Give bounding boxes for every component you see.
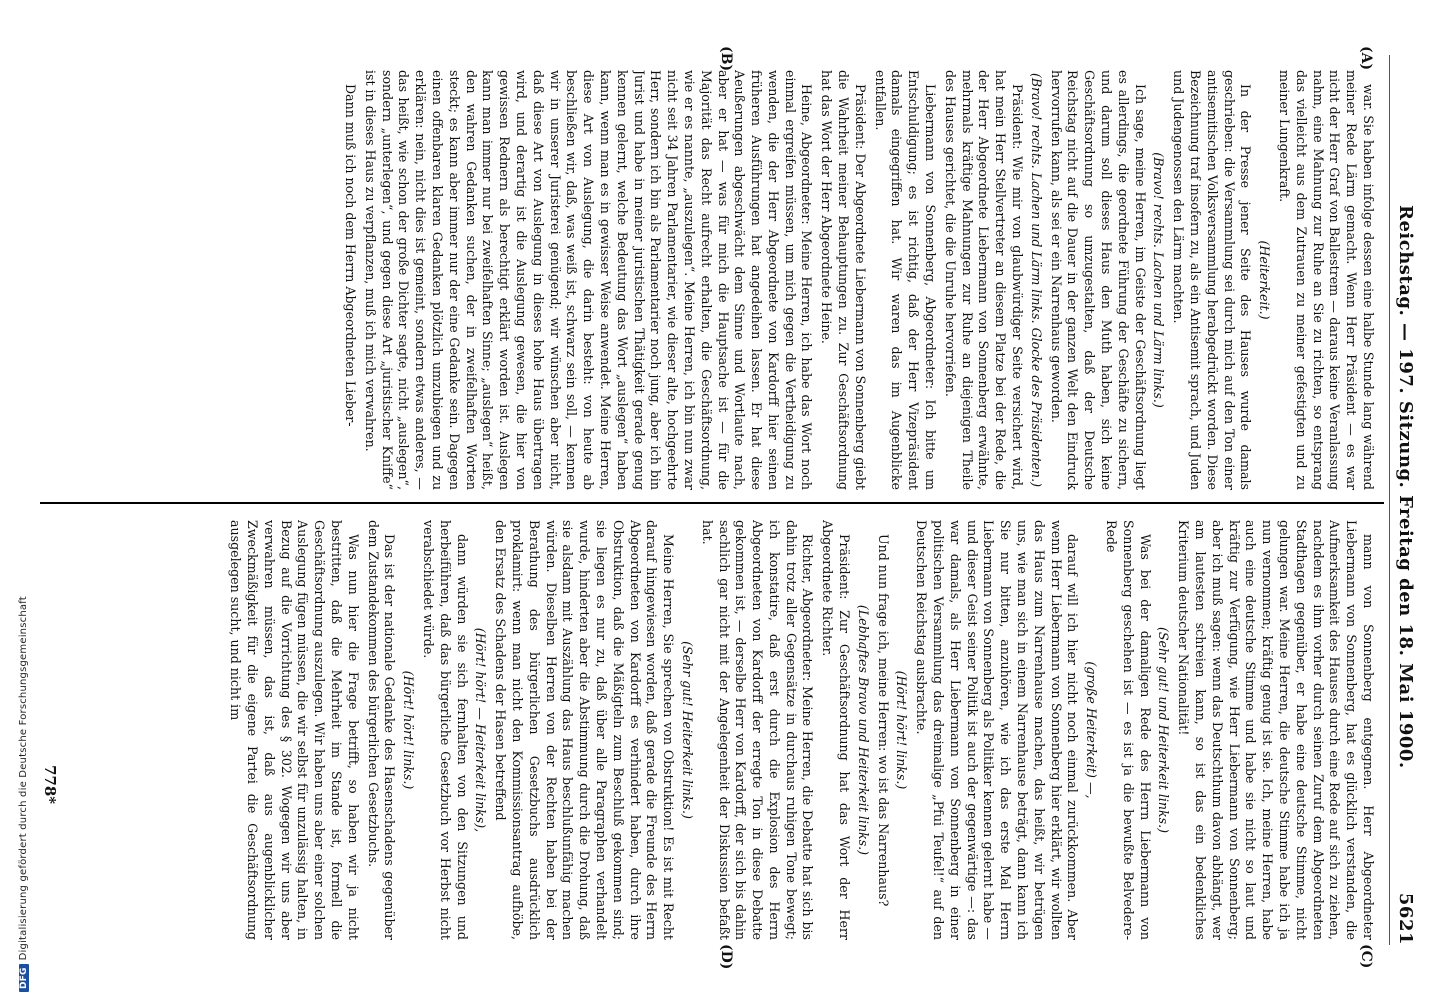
margin-marker-d: (D) <box>718 944 734 970</box>
paragraph: (Heiterkeit.) <box>1257 240 1273 320</box>
paragraph: Präsident: Der Abgeordnete Liebermann von Sonnenberg giebt die Wahrheit meiner Behauptungen zu. Zur Geschäftsordnung hat das Wort der Herr Abgeordnete Heine. <box>819 70 868 490</box>
paragraph: (Sehr gut! und Heiterkeit links.) <box>1156 626 1172 834</box>
paragraph: (Hört! hört! — Heiterkeit links), <box>473 627 489 833</box>
digitization-text: Digitalisierung gefördert durch die Deutsche Forschungsgemeinschaft <box>18 596 29 961</box>
paragraph: Was nun hier die Frage betrifft, so haben wir ja nicht bestritten, daß die Mehrheit im Stande ist, formell die Geschäftsordnung auszulegen. Wir haben uns aber einer solchen Auslegung fügen müssen, die wir selbst für unzulässig halten, in Bezug auf die Vorrichtung des § 302. Wogegen wir uns aber verwahren müssen, das ist, daß aus augenblicklicher Zweckmäßigkeit für die eigene Partei die Geschäftsordnung ausgelegen sucht, und nicht im <box>228 520 361 940</box>
column-divider <box>40 502 1384 504</box>
paragraph: (Bravo! rechts. Lachen und Lärm links. Glocke des Präsidenten.) <box>1028 72 1044 488</box>
paragraph: Das ist der nationale Gedanke des Hasenschadens gegenüber dem Zustandekommen des bürgerlichen Gesetzbuchs. <box>365 520 398 940</box>
paragraph: mann von Sonnenberg entgegnen. Herr Abgeordneter Liebermann von Sonnenberg, hat es glücklich verstanden, die Aufmerksamkeit des Hauses durch eine Rede auf sich zu ziehen, nachdem es ihm vorher durch seinen Zuruf dem Abgeordneten Stadthagen gegenüber, er habe eine deutsche Stimme, nicht gelungen war. Meine Herren, die deutsche Stimme habe ich ja nun vernommen; kräftig genug ist sie. Ich, meine Herren, habe auch eine deutsche Stimme und habe sie nicht so laut und kräftig zur Verfügung, wie Herr Liebermann von Sonnenberg; aber ich muß sagen: wenn das Deutschthum davon abhängt, wer am lautesten schreien kann, so ist das ein bedenkliches Kriterium deutscher Nationalität! <box>1176 520 1376 940</box>
paragraph: (Sehr gut! Heiterkeit links.) <box>679 641 695 819</box>
paragraph: dann würden sie sich fernhalten von den Sitzungen und herbeiführen, daß das bürgerliche Gesetzbuch vor Herbst nicht verabschiedet würde. <box>420 520 470 940</box>
paragraph: Präsident: Zur Geschäftsordnung hat das Wort der Herr Abgeordnete Richter. <box>820 520 853 940</box>
paragraph: (Hört! hört! links.) <box>894 670 910 790</box>
right-text-column <box>64 520 1376 940</box>
digitization-sidebar <box>0 0 29 1000</box>
paragraph: darauf will ich hier nicht noch einmal zurückkommen. Aber wenn Herr Liebermann von Sonnenberg hier erklärt, wir wollten das Haus zum Narrenhause machen, das heißt, wir betrügen uns, wie man sich in einem Narrenhause beträgt, dann kann ich Sie nur bitten, anzuhören, wie ich das erste Mal Herrn Liebermann von Sonnenberg als Politiker kennen gelernt habe — und dieser Geist seiner Politik ist auch der gegenwärtige —: das war damals, als Herr Liebermann von Sonnenberg in einer politischen Versammlung das dreimalige „Pfui Teufel!“ auf den Deutschen Reichstag ausbrachte. <box>914 520 1081 940</box>
page-header <box>1390 55 1416 945</box>
paragraph: war. Sie haben infolge dessen eine halbe Stunde lang während meiner Rede Lärm gemacht. Wenn Herr Präsident — es war nicht der Herr Graf von Ballestrem — daraus keine Veranlassung nahm, eine Mahnung zur Ruhe an Sie zu richten, so entsprang das vielleicht aus dem Zutrauen zu meiner gefestigten und zu meiner Lungenkraft. <box>1277 70 1376 490</box>
page-number: 5621 <box>1395 892 1416 945</box>
paragraph: Ich sage, meine Herren, im Geiste der Geschäftsordnung liegt es allerdings, die geordnete Führung der Geschäfte zu sichern, und darum soll dieses Haus den Muth haben, sich keine Geschäftsordnung so umzugestalten, daß der Deutsche Reichstag nicht auf die Dauer in der ganzen Welt den Eindruck hervorrufen kann, als sei er ein Narrenhaus geworden. <box>1048 70 1148 490</box>
paragraph: Dann muß ich noch dem Herrn Abgeordneten Lieber- <box>342 84 358 427</box>
dfg-logo: DFG <box>19 964 29 992</box>
header-rule <box>1389 55 1390 945</box>
digitization-note <box>18 596 29 992</box>
paragraph: (Lebhaftes Bravo und Heiterkeit links.) <box>855 604 871 856</box>
footer-number: 778* <box>41 765 59 805</box>
paragraph: Liebermann von Sonnenberg, Abgeordneter: Ich bitte um Entschuldigung; es ist richtig, daß der Herr Vizepräsident damals eingegriffen hat. Wir waren das im Augenblicke entfallen. <box>872 70 939 490</box>
left-text-column <box>64 70 1376 490</box>
paragraph: Meine Herren, Sie sprechen von Obstruktion! Es ist mit Recht darauf hingewiesen worden, daß gerade die Freunde des Herrn Abgeordneten von Kardorff es verhindert haben, durch ihre Obstruktion, daß die Mäßigteln zum Beschluß gekommen sind; sie liegen es nur zu, daß über alle Paragraphen verhandelt wurde, hinderten aber die Abstimmung durch die Drohung, daß sie alsdann mit Auszählung das Haus beschlußunfähig machen würden. Dieselben Herren von der Rechten haben bei der Berathung des bürgerlichen Gesetzbuchs ausdrücklich proklamirt: wenn man nicht den Kommissionsantrag aufhöbe, den Ersatz des Schadens der Hasen betreffend <box>493 520 677 940</box>
paragraph: (große Heiterkeit) —, <box>1084 661 1100 799</box>
paragraph: (Hört! hört! links.) <box>401 670 417 790</box>
paragraph: Präsident: Wie mir von glaubwürdiger Seite versichert wird, hat mein Herr Stellvertreter an diesem Platze bei der Rede, die der Herr Abgeordnete Liebermann von Sonnenberg erwähnte, mehrmals kräftige Mahnungen zur Ruhe an diejenigen Theile des Hauses gerichtet, die die Unruhe hervorriefen. <box>942 70 1026 490</box>
margin-marker-a: (A) <box>1358 46 1374 71</box>
paragraph: In der Presse jener Seite des Hauses wurde damals geschrieben: die Versammlung sei durch mich auf den Ton einer antisemitischen Volksversammlung herabgedrückt worden. Diese Bezeichnung traf insofern zu, als ein Antisemit sprach, und Juden und Judengenossen den Lärm machten. <box>1171 70 1254 490</box>
paragraph: Richter, Abgeordneter: Meine Herren, die Debatte hat sich bis dahin trotz aller Gegensätze in durchaus ruhigen Tone bewegt; ich konstatire, daß erst durch die Explosion des Herrn Abgeordneten von Kardorff der erregte Ton in diese Debatte gekommen ist, — derselbe Herr von Kardorff, der sich bis dahin sachlich gar nicht mit der Angelegenheit der Diskussion befaßt hat. <box>699 520 816 940</box>
margin-marker-b: (B) <box>718 46 734 72</box>
running-head: Reichstag. — 197. Sitzung. Freitag den 18. Mai 1900. <box>1395 205 1416 769</box>
paragraph: Und nun frage ich, meine Herren: wo ist das Narrenhaus? <box>875 534 891 907</box>
paragraph: (Bravo! rechts. Lachen und Lärm links.) <box>1151 152 1167 408</box>
margin-marker-c: (C) <box>1358 944 1374 969</box>
paragraph: Heine, Abgeordneter: Meine Herren, ich habe das Wort noch einmal ergreifen müssen, um mich gegen die Vertheidigung zu wenden, die der Herr Abgeordnete von Kardorff hier seinen früheren Ausführungen hat angedeihen lassen. Er hat diese Aeußerungen abgeschwächt dem Sinne und Wortlaute nach, aber er hat — was für mich die Hauptsache ist — für die Majorität das Recht aufrecht erhalten, die Geschäftsordnung, wie er es nannte, „auszulegen“. Meine Herren, ich bin nun zwar nicht seit 34 Jahren Parlamentarier, wie dieser alte, hochgeehrte Herr, sondern ich bin als Parlamentarier noch jung, aber ich bin Jurist und habe in meiner juristischen Thätigkeit gerade genug kennen gelernt, welche Bedeutung das Wort „auslegen“ haben kann, wenn man es in gewisser Weise anwendet. Meine Herren, diese Art von Auslegung, die darin besteht: von heute ab beschließen wir, daß, was weiß ist, schwarz sein soll, — kennen wir in unserer Juristerei genügend; wir wünschen aber nicht, daß diese Art von Auslegung in dieses hohe Haus übertragen wird, und derartig ist die Auslegung gewesen, die hier von gewissen Rednern als berechtigt erklärt worden ist. Auslegen kann man immer nur bei zweifelhaften Sinne; „auslegen“ heißt, den wahren Gedanken suchen, der in zweifelhaften Worten steckt; es kann aber immer nur der eine Gedanke sein. Dagegen einen offenbaren klaren Gedanken plötzlich umzubiegen und zu erklären: nein, nicht dies ist gemeint, sondern etwas anderes, — das heißt, wie schon der große Dichter sagte, nicht „auslegen“, sondern „unterlegen“, und gegen diese Art „juristischer Kniffe“ ist in dieses Haus zu verpflanzen, muß ich mich verwahren. <box>362 70 815 490</box>
paragraph: Was bei der damaligen Rede des Herrn Liebermann von Sonnenberg geschehen ist — es ist ja die bewußte Belvedere-Rede <box>1104 520 1153 940</box>
